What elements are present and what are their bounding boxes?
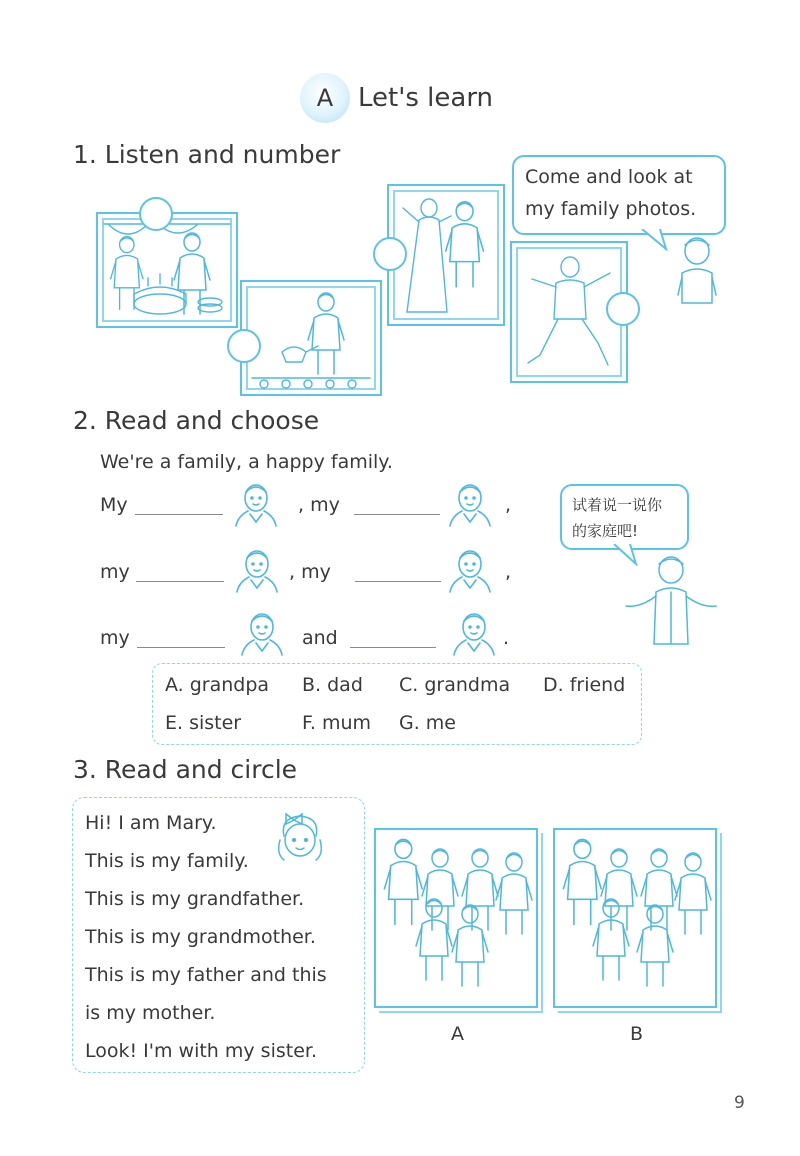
row2-word-1: my (100, 561, 130, 583)
row3-end-punct: . (503, 627, 510, 649)
picture-birthday-cake (96, 212, 238, 328)
row2-end-punct: , (505, 561, 512, 583)
section-1-title: 1. Listen and number (73, 140, 341, 169)
family-photo-b[interactable] (553, 828, 717, 1008)
family-photo-b-illustration (555, 830, 715, 1006)
section-3-title: 3. Read and circle (73, 755, 298, 784)
picture-watering-plants (240, 280, 382, 396)
row3-word-1: my (100, 627, 130, 649)
number-circle-1[interactable] (139, 197, 173, 231)
sister-face-icon (238, 607, 286, 659)
mary-portrait-illustration (272, 808, 328, 872)
section-2-title: 2. Read and choose (73, 406, 320, 435)
row1-end-punct: , (505, 494, 512, 516)
family-intro-sentence: We're a family, a happy family. (100, 451, 393, 473)
option-g: G. me (399, 712, 456, 734)
passage-line-2: This is my family. (85, 850, 249, 872)
passage-line-3: This is my grandfather. (85, 888, 305, 910)
option-d: D. friend (543, 674, 626, 696)
bubble-line-1: Come and look at (525, 166, 693, 188)
answer-blank-4[interactable] (355, 581, 441, 582)
row2-word-2: , my (289, 561, 331, 583)
birthday-cake-illustration (98, 214, 236, 326)
mum-face-icon (446, 544, 494, 596)
answer-blank-3[interactable] (136, 581, 224, 582)
boy-speaker-illustration (672, 233, 722, 309)
option-a: A. grandpa (165, 674, 270, 696)
grandpa-face-icon (232, 478, 280, 530)
passage-line-1: Hi! I am Mary. (85, 812, 217, 834)
watering-plants-illustration (242, 282, 380, 394)
bubble2-line-2: 的家庭吧! (572, 522, 639, 540)
row1-word-2: , my (298, 494, 340, 516)
option-f: F. mum (302, 712, 372, 734)
me-face-icon (450, 607, 498, 659)
number-circle-4[interactable] (606, 292, 640, 326)
family-photo-a[interactable] (374, 828, 538, 1008)
dad-face-icon (233, 544, 281, 596)
answer-blank-5[interactable] (137, 647, 225, 648)
option-e: E. sister (165, 712, 242, 734)
answer-blank-1[interactable] (135, 514, 223, 515)
lesson-header (300, 72, 493, 124)
bubble2-line-1: 试着说一说你 (572, 496, 663, 514)
photo-label-a: A (451, 1023, 464, 1045)
lesson-badge: A (300, 73, 350, 123)
speech-bubble-family-photos (512, 155, 726, 235)
bubble-line-2: my family photos. (525, 198, 697, 220)
family-photo-a-illustration (376, 830, 536, 1006)
lesson-title: Let's learn (358, 83, 494, 113)
speech-bubble-tail (640, 229, 670, 251)
options-box (152, 663, 642, 745)
passage-line-4: This is my grandmother. (85, 926, 316, 948)
row1-word-1: My (100, 494, 128, 516)
answer-blank-2[interactable] (354, 514, 440, 515)
option-c: C. grandma (399, 674, 511, 696)
photo-label-b: B (630, 1023, 644, 1045)
passage-line-6: is my mother. (85, 1002, 216, 1024)
passage-line-5: This is my father and this (85, 964, 327, 986)
boy-open-arms-illustration (622, 552, 720, 650)
grandma-face-icon (446, 478, 494, 530)
page-number: 9 (734, 1093, 745, 1113)
row3-word-2: and (302, 627, 338, 649)
answer-blank-6[interactable] (350, 647, 436, 648)
option-b: B. dad (302, 674, 363, 696)
number-circle-2[interactable] (227, 329, 261, 363)
speech-bubble-chinese-prompt (560, 484, 689, 550)
number-circle-3[interactable] (373, 237, 407, 271)
passage-line-7: Look! I'm with my sister. (85, 1040, 317, 1062)
